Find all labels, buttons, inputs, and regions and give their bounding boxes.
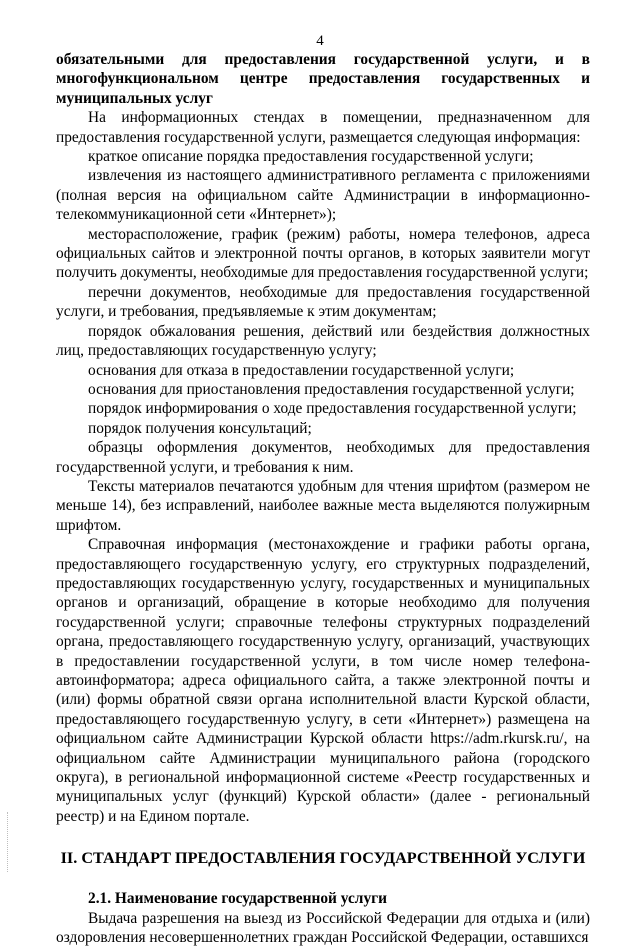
list-item: порядок информирования о ходе предоставления государственной услуги; (88, 400, 577, 418)
list-item: краткое описание порядка предоставления государственной услуги; (88, 148, 534, 166)
document-body (56, 50, 590, 947)
paragraph: Тексты материалов печатаются удобным для чтения шрифтом (размером не меньше 14), без исправлений, наиболее важные места выделяются полужирным шрифтом. (56, 477, 590, 534)
list-item: порядок обжалования решения, действий или бездействия должностных лиц, предоставляющих государственную услугу; (56, 322, 590, 360)
paragraph: Выдача разрешения на выезд из Российской Федерации для отдыха и (или) оздоровления несовершеннолетних граждан Российской Федерации, оставшихся (56, 909, 590, 947)
paragraph-reference-info: Справочная информация (местонахождение и графики работы органа, предоставляющего государственную услугу, его структурных подразделений, предоставляющих государственную услугу, государственных и муниципальных органов и организаций, обращение в которые необходимо для получения государственной услуги; справочные телефоны структурных подразделений органа, предоставляющего государственную услугу, организаций, участвующих в предоставлении государственной услуги, в том числе номер телефона-автоинформатора; адреса официального сайта, а также электронной почты и (или) формы обратной связи органа исполнительной власти Курской области, предоставляющего государственную услугу, в сети «Интернет») размещена на официальном сайте Администрации Курской области https://adm.rkursk.ru/, на официальном сайте Администрации муниципального района (городского округа), в региональной информационной системе «Реестр государственных и муниципальных услуг (функций) Курской области» (далее - региональный реестр) и на Едином портале. (56, 536, 590, 825)
list-item: основания для отказа в предоставлении государственной услуги; (88, 361, 515, 379)
subsection-title: 2.1. Наименование государственной услуги (88, 890, 387, 908)
list-item: порядок получения консультаций; (88, 419, 312, 437)
scan-margin-mark (7, 812, 12, 872)
paragraph: На информационных стендах в помещении, предназначенном для предоставления государственной услуги, размещается следующая информация: (56, 109, 590, 146)
list-item: образцы оформления документов, необходимых для предоставления государственной услуги, и требования к ним. (56, 439, 590, 476)
heading-continuation: обязательными для предоставления государственной услуги, и в многофункциональном центре предоставления государственных и муниципальных услуг (56, 51, 590, 107)
list-item: извлечения из настоящего административного регламента с приложениями (полная версия на официальном сайте Администрации в информационно-телекоммуникационной сети «Интернет»); (56, 167, 590, 224)
page-number: 4 (316, 33, 324, 49)
section-title: II. СТАНДАРТ ПРЕДОСТАВЛЕНИЯ ГОСУДАРСТВЕННОЙ УСЛУГИ (60, 849, 586, 868)
list-item: перечни документов, необходимые для предоставления государственной услуги, и требования, предъявляемые к этим документам; (56, 283, 590, 321)
list-item: месторасположение, график (режим) работы, номера телефонов, адреса официальных сайтов и электронной почты органов, в которых заявители могут получить документы, необходимые для предоставления государственной услуги; (56, 225, 590, 282)
list-item: основания для приостановления предоставления государственной услуги; (88, 380, 575, 398)
